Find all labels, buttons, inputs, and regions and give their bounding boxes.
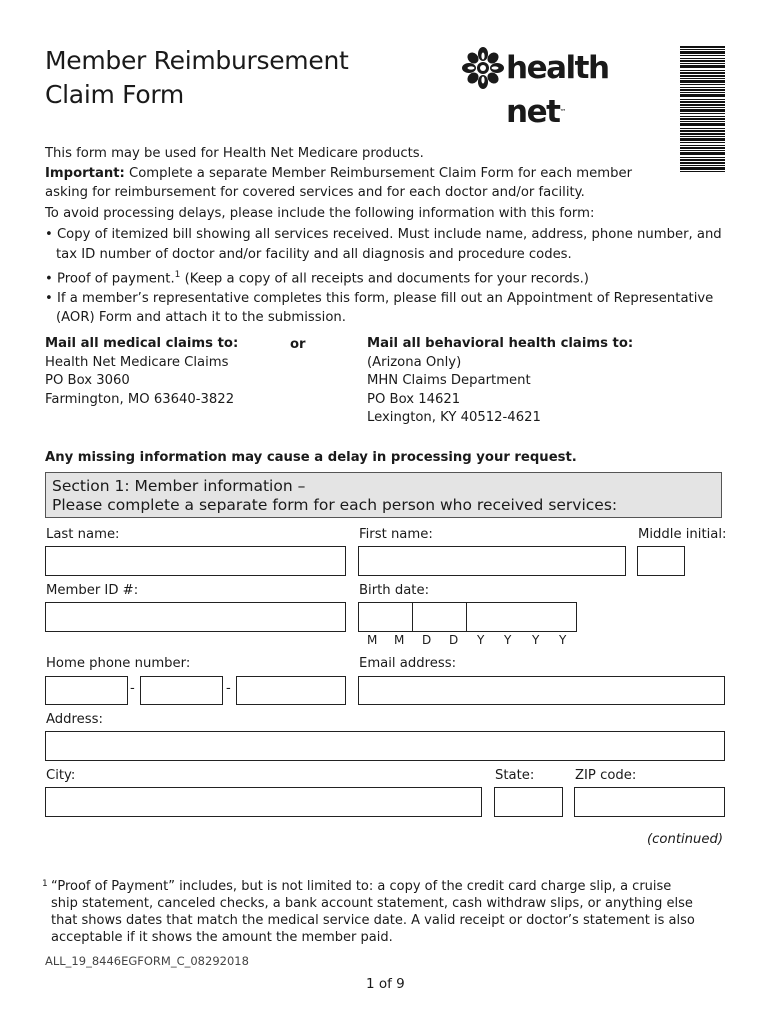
logo-text: health net: [506, 50, 609, 130]
barcode-bar: [680, 49, 725, 50]
bullet-1-line-1: • Copy of itemized bill showing all services received. Must include name, address, phone number, and: [45, 227, 722, 242]
state-label: State:: [495, 768, 535, 783]
barcode-bar: [680, 78, 725, 79]
important-text: Complete a separate Member Reimbursement Claim Form for each member: [124, 165, 632, 181]
bullet-1-line-2: tax ID number of doctor and/or facility and all diagnosis and procedure codes.: [56, 246, 572, 262]
intro-line: This form may be used for Health Net Medicare products.: [45, 146, 424, 161]
section-1-title: Section 1: Member information –: [52, 477, 306, 495]
last-name-label: Last name:: [46, 527, 120, 542]
page-title: [45, 44, 349, 112]
date-letter: Y: [532, 633, 540, 647]
email-field[interactable]: [358, 676, 725, 705]
zip-label: ZIP code:: [575, 768, 637, 783]
barcode-bar: [680, 65, 725, 68]
barcode-bar: [680, 63, 725, 64]
email-label: Email address:: [359, 656, 457, 671]
city-label: City:: [46, 768, 76, 783]
barcode-bar: [680, 58, 725, 59]
barcode-bar: [680, 104, 725, 106]
barcode-bar: [680, 130, 725, 132]
barcode-bar: [680, 72, 725, 74]
medical-claims-address: [45, 335, 238, 409]
barcode-bar: [680, 51, 725, 54]
first-name-label: First name:: [359, 527, 433, 542]
behavioral-address-line: Lexington, KY 40512-4621: [367, 410, 541, 425]
barcode-bar: [680, 75, 725, 77]
barcode-bar: [680, 121, 725, 122]
birth-month-field[interactable]: [358, 602, 414, 632]
important-text-2: asking for reimbursement for covered services and for each doctor and/or facility.: [45, 185, 585, 200]
behavioral-claims-heading: Mail all behavioral health claims to:: [367, 336, 634, 351]
bullet-3-line-1: • If a member’s representative completes this form, please fill out an Appointment of Representative: [45, 290, 714, 306]
member-id-label: Member ID #:: [46, 583, 139, 598]
barcode-bar: [680, 123, 725, 126]
middle-initial-label: Middle initial:: [638, 527, 727, 542]
form-code: ALL_19_8446EGFORM_C_08292018: [45, 954, 249, 968]
zip-field[interactable]: [574, 787, 725, 817]
state-field[interactable]: [494, 787, 563, 817]
logo-trademark: ™: [559, 108, 565, 116]
first-name-field[interactable]: [358, 546, 626, 576]
date-letter: Y: [477, 633, 485, 647]
member-id-field[interactable]: [45, 602, 346, 632]
behavioral-address-line: MHN Claims Department: [367, 373, 531, 388]
phone-line-field[interactable]: [236, 676, 346, 705]
logo-wordmark: [506, 46, 662, 134]
section-1-header: [45, 472, 722, 518]
footnote-line: ship statement, canceled checks, a bank account statement, cash withdraw slips, or anything else: [51, 896, 693, 911]
health-net-flower-icon: [462, 47, 504, 89]
continued-note: (continued): [647, 832, 724, 847]
important-label: Important:: [45, 165, 125, 181]
barcode-bar: [680, 133, 725, 135]
date-letter: Y: [559, 633, 567, 647]
date-letter: Y: [504, 633, 512, 647]
intro-block: [45, 144, 735, 328]
behavioral-address-line: (Arizona Only): [367, 354, 462, 370]
barcode-bar: [680, 99, 725, 100]
bullet-2-text: • Proof of payment.: [45, 271, 175, 287]
address-field[interactable]: [45, 731, 725, 761]
barcode-bar: [680, 136, 725, 137]
page-number: 1 of 9: [366, 976, 405, 992]
medical-address-line: Farmington, MO 63640-3822: [45, 391, 235, 407]
city-field[interactable]: [45, 787, 482, 817]
birth-day-field[interactable]: [412, 602, 468, 632]
barcode-bar: [680, 128, 725, 129]
bullet-itemized-bill: [45, 225, 735, 264]
footnote-line: acceptable if it shows the amount the member paid.: [51, 930, 393, 945]
bullet-representative: [45, 289, 735, 328]
avoid-delay-text: To avoid processing delays, please include the following information with this form:: [45, 205, 595, 221]
behavioral-claims-address: [367, 335, 633, 428]
phone-area-code-field[interactable]: [45, 676, 128, 705]
barcode-bar: [680, 87, 725, 88]
footnote-line: that shows dates that match the medical service date. A valid receipt or doctor’s statement is also: [51, 913, 695, 928]
barcode-bar: [680, 60, 725, 62]
title-line-2: Claim Form: [45, 80, 184, 109]
footnote-ref: 1: [174, 270, 181, 280]
birth-date-label: Birth date:: [359, 583, 430, 598]
barcode-bar: [680, 142, 725, 143]
barcode-bar: [680, 101, 725, 103]
missing-info-warning: Any missing information may cause a delay in processing your request.: [45, 450, 577, 465]
barcode-bar: [680, 116, 725, 117]
barcode-bar: [680, 89, 725, 91]
medical-claims-heading: Mail all medical claims to:: [45, 336, 239, 351]
important-note: [45, 164, 735, 184]
barcode-bar: [680, 94, 725, 97]
date-letter: D: [449, 633, 459, 647]
barcode-bar: [680, 109, 725, 112]
phone-dash: -: [130, 681, 135, 696]
footnote-mark: 1: [42, 879, 48, 889]
barcode-bar: [680, 138, 725, 141]
medical-address-line: Health Net Medicare Claims: [45, 354, 229, 370]
footnote-line: “Proof of Payment” includes, but is not limited to: a copy of the credit card charge slip, a cruise: [51, 879, 672, 894]
health-net-logo: [462, 46, 662, 130]
medical-address-line: PO Box 3060: [45, 373, 130, 388]
date-letter: D: [422, 633, 432, 647]
birth-year-field[interactable]: [466, 602, 577, 632]
behavioral-address-line: PO Box 14621: [367, 391, 461, 407]
barcode-bar: [680, 118, 725, 120]
phone-dash: -: [226, 681, 231, 696]
title-line-1: Member Reimbursement: [45, 46, 349, 75]
barcode-bar: [680, 84, 725, 85]
date-letter: M: [367, 633, 378, 647]
bullet-proof-payment: [45, 266, 735, 289]
barcode-bar: [680, 113, 725, 114]
last-name-field[interactable]: [45, 546, 346, 576]
address-label: Address:: [46, 712, 103, 727]
bullet-3-line-2: (AOR) Form and attach it to the submission.: [56, 310, 346, 326]
barcode-bar: [680, 70, 725, 71]
footnote: [42, 878, 742, 946]
barcode-bar: [680, 80, 725, 83]
middle-initial-field[interactable]: [637, 546, 685, 576]
barcode-bar: [680, 46, 725, 48]
or-separator: or: [290, 337, 306, 352]
date-letter: M: [394, 633, 405, 647]
section-1-subtitle: Please complete a separate form for each person who received services:: [52, 496, 618, 514]
phone-prefix-field[interactable]: [140, 676, 223, 705]
bullet-2-text-b: (Keep a copy of all receipts and documents for your records.): [180, 271, 589, 287]
barcode-bar: [680, 107, 725, 108]
barcode-bar: [680, 55, 725, 56]
barcode-bar: [680, 92, 725, 93]
home-phone-label: Home phone number:: [46, 656, 191, 671]
